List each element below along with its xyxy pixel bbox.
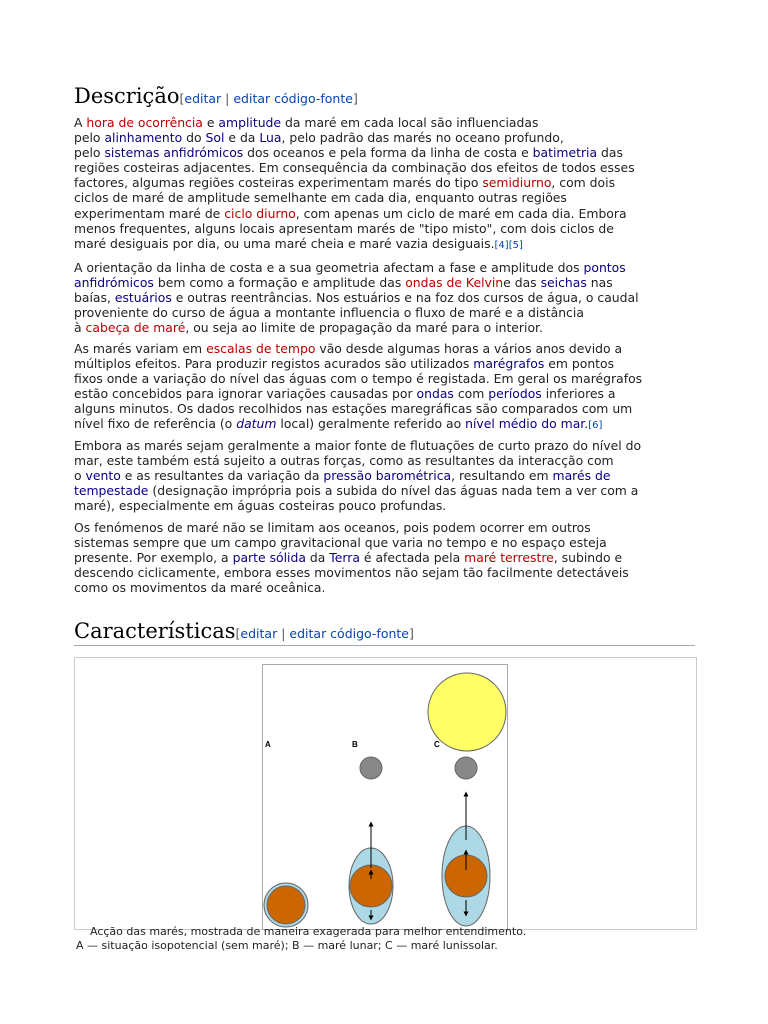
edit-link[interactable]: editar (184, 91, 222, 106)
link-cabeca-de-mare[interactable]: cabeça de maré (85, 320, 186, 336)
link-ciclo-diurno[interactable]: ciclo diurno (224, 205, 296, 221)
link-seichas[interactable]: seichas (540, 275, 587, 291)
moon-c-icon (455, 757, 477, 779)
earth-a-icon (267, 886, 305, 924)
paragraph-4: Embora as marés sejam geralmente a maior fonte de flutuações de curto prazo do nível do mar, este também está sujeito a outras forças, como as resultantes da interacção com o vento e as resultantes da variação da pressão barométrica, resultando em marés de tempestade (designação imprópria pois a subida do nível das águas nada tem a ver com a maré), especialmente em águas costeiras pouco profundas. (74, 438, 642, 514)
link-parte-solida[interactable]: parte sólida (232, 550, 306, 566)
link-hora-de-ocorrencia[interactable]: hora de ocorrência (86, 115, 203, 130)
label-c: C (434, 740, 440, 749)
link-pontos-anfidromicos-2[interactable]: anfidrómicos (74, 275, 154, 291)
link-datum[interactable]: datum (236, 416, 277, 432)
tide-diagram-figure (74, 657, 697, 930)
label-a: A (265, 740, 271, 749)
section-title: Descrição (74, 84, 180, 108)
link-ondas-de-kelvin[interactable]: ondas de Kelvin (405, 275, 504, 291)
link-ondas[interactable]: ondas (416, 386, 454, 402)
link-batimetria[interactable]: batimetria (532, 145, 598, 161)
caption-line-1: Acção das marés, mostrada de maneira exagerada para melhor entendimento. (90, 925, 527, 938)
link-vento[interactable]: vento (85, 468, 121, 484)
paragraph-2: A orientação da linha de costa e a sua geometria afectam a fase e amplitude dos pontos anfidrómicos bem como a formação e amplitude das ondas de Kelvine das seichas nas baías, estuários e outras reentrâncias. Nos estuários e na foz dos cursos de água, o caudal proveniente do curso de água a montante influencia o fluxo de maré e a distância à cabeça de maré, ou seja ao limite de propagação da maré para o interior. (74, 260, 639, 336)
tide-diagram[interactable] (262, 664, 508, 930)
link-nivel-medio-do-mar[interactable]: nível médio do mar (465, 416, 585, 432)
link-pressao-barometrica[interactable]: pressão barométrica (323, 468, 452, 484)
link-sol[interactable]: Sol (205, 130, 225, 146)
edit-link[interactable]: editar (240, 626, 278, 641)
paragraph-5: Os fenómenos de maré não se limitam aos oceanos, pois podem ocorrer em outros sistemas sempre que um campo gravitacional que varia no tempo e no espaço esteja presente. Por exemplo, a parte sólida da Terra é afectada pela maré terrestre, subindo e descendo ciclicamente, embora esses movimentos não sejam tão facilmente detectáveis como os movimentos da maré oceânica. (74, 520, 629, 596)
bracket-open: [ (235, 626, 241, 641)
figure-caption (76, 925, 696, 953)
bracket-close: ] (352, 91, 358, 106)
label-b: B (352, 740, 358, 749)
link-alinhamento[interactable]: alinhamento (104, 130, 183, 146)
link-maregrafos[interactable]: marégrafos (473, 356, 545, 372)
reference-6[interactable]: [6] (588, 420, 603, 432)
edit-source-link[interactable]: editar código-fonte (233, 91, 353, 106)
moon-b-icon (360, 757, 382, 779)
link-terra[interactable]: Terra (329, 550, 360, 566)
link-sistemas-anfidromicos[interactable]: sistemas anfidrómicos (104, 145, 244, 161)
edit-separator: | (277, 626, 290, 641)
bracket-open: [ (179, 91, 185, 106)
link-periodos[interactable]: períodos (488, 386, 542, 402)
link-semidiurno[interactable]: semidiurno (482, 175, 552, 191)
section-heading-caracteristicas (74, 619, 414, 644)
earth-b-icon (350, 865, 392, 907)
link-mares-de-tempestade[interactable]: marés de (552, 468, 611, 484)
section-heading-descricao (74, 84, 358, 109)
link-mares-de-tempestade-2[interactable]: tempestade (74, 483, 149, 499)
section-title: Características (74, 619, 236, 643)
link-amplitude[interactable]: amplitude (218, 115, 282, 130)
link-pontos-anfidromicos[interactable]: pontos (583, 260, 626, 275)
edit-section-links (236, 626, 414, 641)
reference-4[interactable]: [4] (494, 239, 509, 251)
link-escalas-de-tempo[interactable]: escalas de tempo (206, 341, 316, 356)
edit-separator: | (221, 91, 234, 106)
link-estuarios[interactable]: estuários (114, 290, 172, 306)
link-mare-terrestre[interactable]: maré terrestre (464, 550, 554, 566)
link-lua[interactable]: Lua (259, 130, 282, 146)
caption-line-2: A — situação isopotencial (sem maré); B — maré lunar; C — maré lunissolar. (76, 939, 498, 952)
paragraph-3: As marés variam em escalas de tempo vão desde algumas horas a vários anos devido a múltiplos efeitos. Para produzir registos acurados são utilizados marégrafos em pontos fixos onde a variação do nível das águas com o tempo é registada. Em geral os marégrafos estão concebidos para ignorar variações causadas por ondas com períodos inferiores a alguns minutos. Os dados recolhidos nas estações maregráficas são comparados com um nível fixo de referência (o datum local) geralmente referido ao nível médio do mar.[6] (74, 341, 643, 432)
paragraph-1: A hora de ocorrência e amplitude da maré em cada local são influenciadas pelo alinhamento do Sol e da Lua, pelo padrão das marés no oceano profundo, pelo sistemas anfidrómicos dos oceanos e pela forma da linha de costa e batimetria das regiões costeiras adjacentes. Em consequência da combinação dos efeitos de todos esses factores, algumas regiões costeiras experimentam marés do tipo semidiurno, com dois ciclos de maré de amplitude semelhante em cada dia, enquanto outras regiões experimentam maré de ciclo diurno, com apenas um ciclo de maré em cada dia. Embora menos frequentes, alguns locais apresentam marés de "tipo misto", com dois ciclos de maré desiguais por dia, ou uma maré cheia e maré vazia desiguais.[4][5] (74, 115, 635, 251)
edit-section-links (179, 91, 357, 106)
reference-5[interactable]: [5] (508, 239, 523, 251)
edit-source-link[interactable]: editar código-fonte (289, 626, 409, 641)
bracket-close: ] (409, 626, 414, 641)
section-divider (74, 645, 695, 646)
